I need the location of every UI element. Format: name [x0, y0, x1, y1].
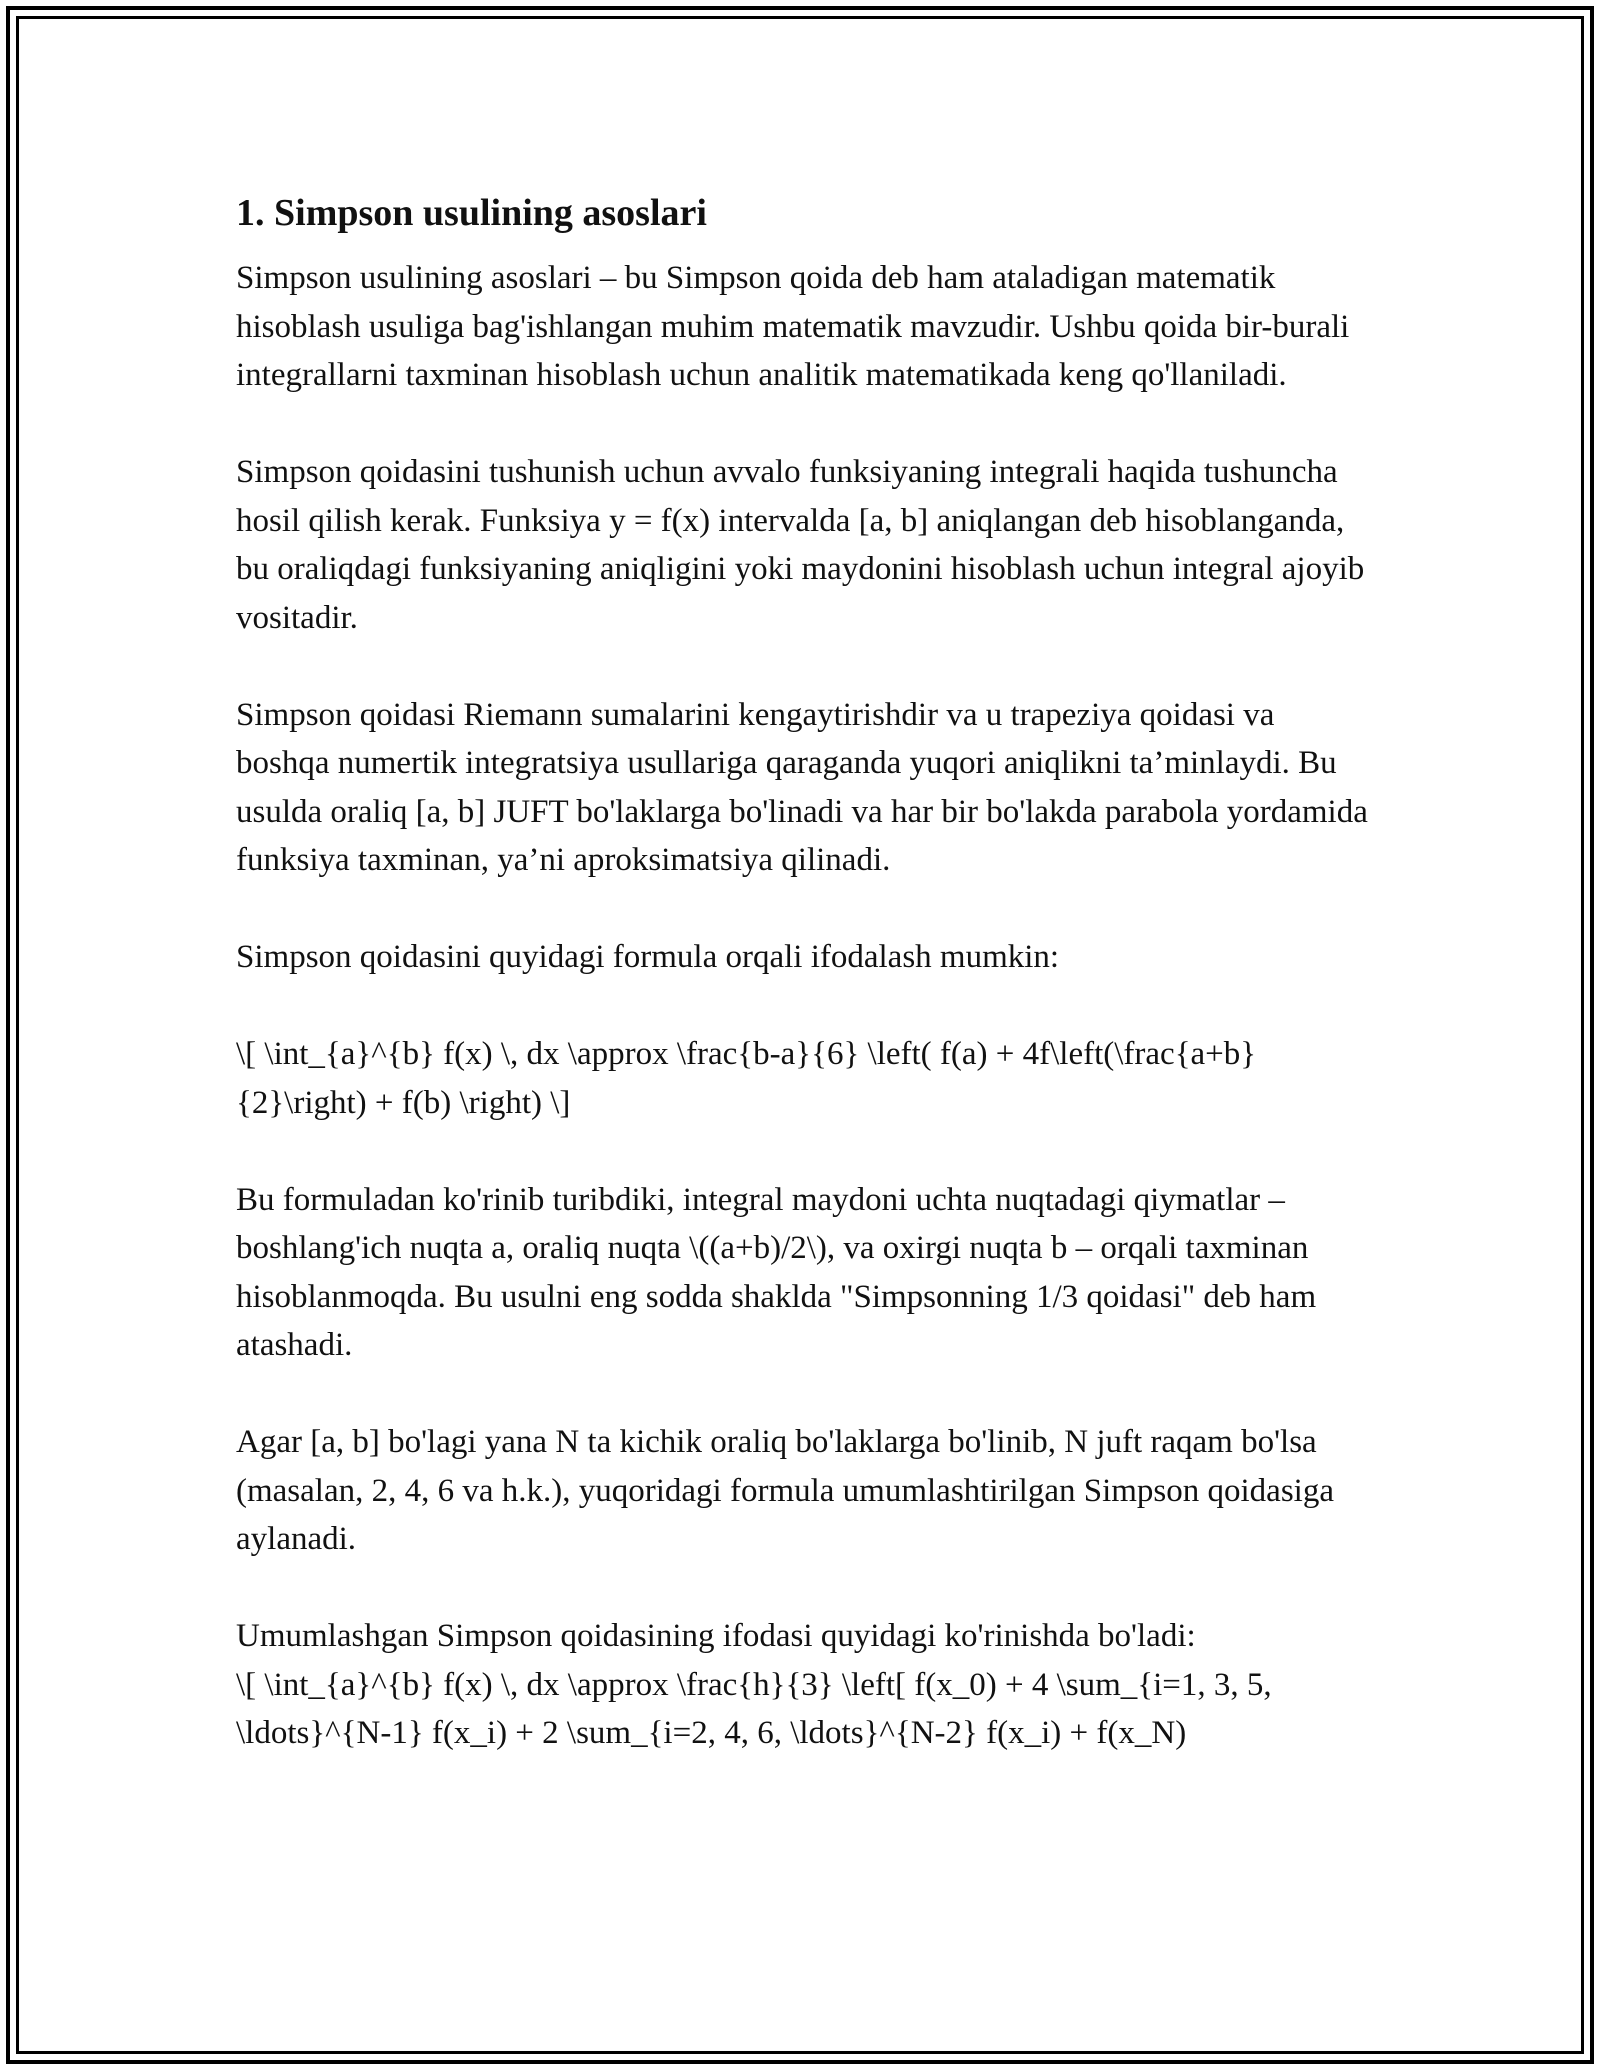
section-heading: 1. Simpson usulining asoslari: [236, 192, 707, 234]
document-body: [236, 188, 1376, 1758]
paragraph-formula-explanation: Bu formuladan ko'rinib turibdiki, integral maydoni uchta nuqtadagi qiymatlar – boshlang'ich nuqta a, oraliq nuqta \((a+b)/2\), va oxirgi nuqta b – orqali taxminan hisoblanmoqda. Bu usulni eng sodda shaklda "Simpsonning 1/3 qoidasi" deb ham atashadi.: [236, 1181, 1317, 1363]
paragraph-integral-concept: Simpson qoidasini tushunish uchun avvalo funksiyaning integrali haqida tushuncha hosil qilish kerak. Funksiya y = f(x) intervalda [a, b] aniqlangan deb hisoblanganda, bu oraliqdagi funksiyaning aniqligini yoki maydonini hisoblash uchun integral ajoyib vositadir.: [236, 454, 1365, 636]
formula-simpson-basic: \[ \int_{a}^{b} f(x) \, dx \approx \frac{b-a}{6} \left( f(a) + 4f\left(\frac{a+b}{2}\right) + f(b) \right) \]: [236, 1036, 1257, 1121]
paragraph-riemann-extension: Simpson qoidasi Riemann sumalarini kengaytirishdir va u trapeziya qoidasi va boshqa numertik integratsiya usullariga qaraganda yuqori aniqlikni ta’minlaydi. Bu usulda oraliq [a, b] JUFT bo'laklarga bo'linadi va har bir bo'lakda parabola yordamida funksiya taxminan, ya’ni aproksimatsiya qilinadi.: [236, 696, 1368, 878]
formula-simpson-general: \[ \int_{a}^{b} f(x) \, dx \approx \frac{h}{3} \left[ f(x_0) + 4 \sum_{i=1, 3, 5, \ldots}^{N-1} f(x_i) + 2 \sum_{i=2, 4, 6, \ldots}^{N-2} f(x_i) + f(x_N): [236, 1666, 1272, 1751]
paragraph-general-formula-intro: Umumlashgan Simpson qoidasining ifodasi quyidagi ko'rinishda bo'ladi:: [236, 1618, 1196, 1654]
paragraph-generalization: Agar [a, b] bo'lagi yana N ta kichik oraliq bo'laklarga bo'linib, N juft raqam bo'lsa (masalan, 2, 4, 6 va h.k.), yuqoridagi formula umumlashtirilgan Simpson qoidasiga aylanadi.: [236, 1424, 1334, 1557]
paragraph-intro: Simpson usulining asoslari – bu Simpson qoida deb ham ataladigan matematik hisoblash usuliga bag'ishlangan muhim matematik mavzudir. Ushbu qoida bir-burali integrallarni taxminan hisoblash uchun analitik matematikada keng qo'llaniladi.: [236, 260, 1350, 393]
paragraph-formula-intro: Simpson qoidasini quyidagi formula orqali ifodalash mumkin:: [236, 939, 1060, 975]
